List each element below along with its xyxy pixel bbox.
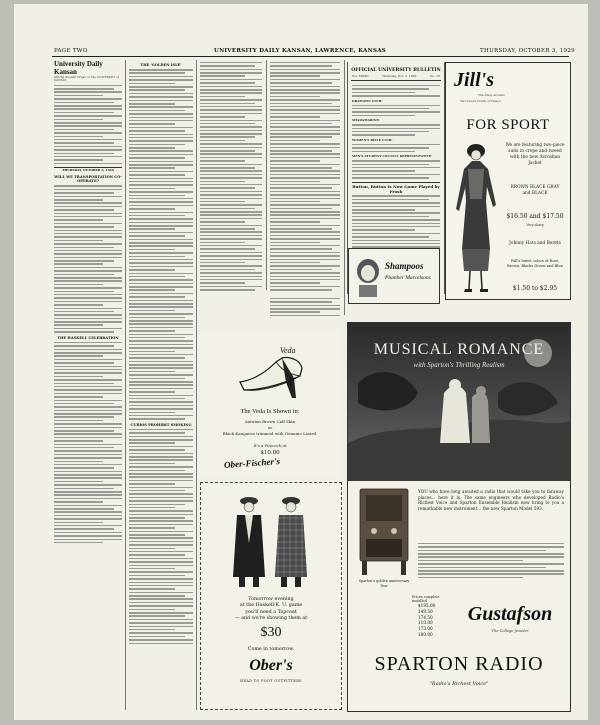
sparton-price-head: Prices complete installed xyxy=(412,595,440,603)
shampoo-title: Shampoos xyxy=(385,261,424,271)
header-rule xyxy=(52,56,569,57)
jills-headline: FOR SPORT xyxy=(466,117,550,133)
header-date: THURSDAY, OCTOBER 3, 1929 xyxy=(480,48,575,54)
jills-price: $16.50 and $17.50 xyxy=(506,213,564,220)
column-divider xyxy=(266,60,267,290)
jills-logo: Jill's xyxy=(454,69,495,91)
jills-ad xyxy=(445,62,571,300)
editorial-headline-2: THE HASKELL CELEBRATION xyxy=(57,335,119,340)
jills-copy: We are featuring two-piece suits in crepe and tweed with the new Avroshan Jacket xyxy=(505,143,565,166)
sparton-price: 180.00 xyxy=(418,631,433,637)
veda-note: It's a Peacock at xyxy=(253,443,287,448)
jills-hat-price: $1.50 to $2.95 xyxy=(512,285,558,292)
page-number: PAGE TWO xyxy=(54,48,88,54)
sparton-subhead: with Sparton's Thrilling Realism xyxy=(413,361,505,369)
obers-copy xyxy=(201,597,341,622)
sparton-price: 173.00 xyxy=(418,626,433,632)
radio-console-illustration xyxy=(356,487,412,577)
shampoo-ad xyxy=(348,248,440,304)
news-column-4 xyxy=(270,60,340,292)
veda-logo: Veda xyxy=(280,346,296,355)
news-column-3 xyxy=(200,60,262,292)
sparton-model-caption: Sparton's golden anniversary Tear xyxy=(358,579,410,588)
sparton-brand: SPARTON RADIO xyxy=(374,653,544,675)
sparton-price: 110.00 xyxy=(418,620,433,626)
column-divider xyxy=(344,60,345,315)
gustafson-logo: Gustafson xyxy=(467,603,553,625)
woman-portrait-icon xyxy=(353,255,383,297)
jills-colors: BROWN BLACK GRAY and BLACK xyxy=(510,185,560,196)
sparton-radio-ad xyxy=(347,322,571,712)
newspaper-page xyxy=(14,4,588,720)
topcoat-figures-illustration xyxy=(221,491,321,591)
masthead-name: University Daily Kansan xyxy=(54,60,103,76)
jills-price-note: Very sharp xyxy=(526,223,544,227)
column2-headline-1: THE 'GOLDEN ISLE' xyxy=(140,63,182,67)
obers-line-4: — and we're showing them at xyxy=(234,615,308,621)
jills-address: Two Doors North of Ober's xyxy=(460,99,501,103)
bulletin-vol: Vol. XXVIII xyxy=(352,74,369,78)
sparton-price: 149.50 xyxy=(418,608,433,614)
veda-material-1: Autumn Brown Calf Skin xyxy=(244,419,296,424)
obers-line-1: Tomorrow evening xyxy=(248,597,294,602)
jills-hats: Johnny Hats and Berets xyxy=(509,241,561,246)
obers-topcoat-ad xyxy=(200,482,342,710)
veda-price: $10.00 xyxy=(260,450,280,456)
editorial-column xyxy=(54,60,122,710)
column-divider xyxy=(196,60,197,710)
bulletin-entry: SHADAMARINE: xyxy=(352,118,380,123)
veda-or: or xyxy=(267,425,273,430)
sparton-price: 174.50 xyxy=(418,614,433,620)
newspaper-title-header: UNIVERSITY DAILY KANSAN, LAWRENCE, KANSAS xyxy=(214,48,387,54)
obers-tagline: HEAD TO FOOT OUTFITTERS xyxy=(240,679,302,683)
store-signature: Ober-Fischer's xyxy=(223,456,281,470)
obers-come-in: Come in tomorrow. xyxy=(247,647,295,652)
bulletin-title: OFFICIAL UNIVERSITY BULLETIN xyxy=(351,68,441,73)
bulletin-entry: MEN'S STUDENT COUNCIL REPRESENTATIVE: xyxy=(352,154,433,159)
masthead-dateline: THURSDAY, OCTOBER 3, 1929 xyxy=(54,167,122,172)
bulletin-entry: DRAMATIC CLUB: xyxy=(352,98,383,103)
sparton-body-continued xyxy=(418,541,564,601)
story-headline: Button, Button Is Now Game Played by Frosh xyxy=(352,183,440,194)
bulletin-info-row xyxy=(348,74,444,78)
bulletin-date: Thursday, Oct. 3, 1929 xyxy=(381,74,417,78)
column2-headline-2: CURIOS PROHIBIT SMOKING xyxy=(130,422,192,427)
column-divider xyxy=(125,60,126,710)
obers-price: $30 xyxy=(260,625,282,640)
sparton-headline: MUSICAL ROMANCE xyxy=(373,341,545,358)
jills-fall-colors: Fall's latest colors of Rust, Brown, Blacks Green and Blue xyxy=(507,259,563,268)
obers-line-3: you'll need a Topcoat xyxy=(245,609,297,615)
bulletin-entry: WOMEN'S RIFLE CLUB: xyxy=(352,137,393,142)
veda-headline: The Veda Is Shown in: xyxy=(240,408,300,415)
sparton-body-copy: YOU who have long awaited a radio that would take you to faraway places... here it is. The same engineers who developed Radio's Richest Voice and Sparton Ensemble Realism now bring to you a remarkable new instrument... the new Sparton Model 593. xyxy=(418,489,564,511)
obers-line-2: at the Haskell-K. U. game xyxy=(239,603,303,609)
fashion-figure-illustration xyxy=(450,139,502,295)
news-column-2 xyxy=(129,60,193,710)
gustafson-subtitle: The College Jeweler xyxy=(491,629,529,633)
sparton-price: $195.00 xyxy=(418,603,436,608)
news-column-4-lower xyxy=(270,296,340,326)
shampoo-subtitle: Plumber Marcelsons xyxy=(385,275,431,281)
bulletin-no: No. 15 xyxy=(429,74,440,78)
sparton-slogan: "Radio's Richest Voice" xyxy=(429,681,489,687)
editorial-headline-1: WILL WE TRANSPORTATION CO-OPERATE? xyxy=(54,175,122,184)
romance-illustration xyxy=(348,323,570,481)
veda-material-2: Black Kangaroo trimmed with Genuine Lizard. xyxy=(222,431,318,436)
veda-shoe-ad xyxy=(200,330,340,478)
sparton-price-list xyxy=(418,603,452,638)
obers-logo: Ober's xyxy=(249,657,293,674)
jills-subtitle: The Shop Around xyxy=(478,93,505,97)
masthead-tagline: Official Student Organ of The UNIVERSITY of KANSAS xyxy=(54,75,120,83)
